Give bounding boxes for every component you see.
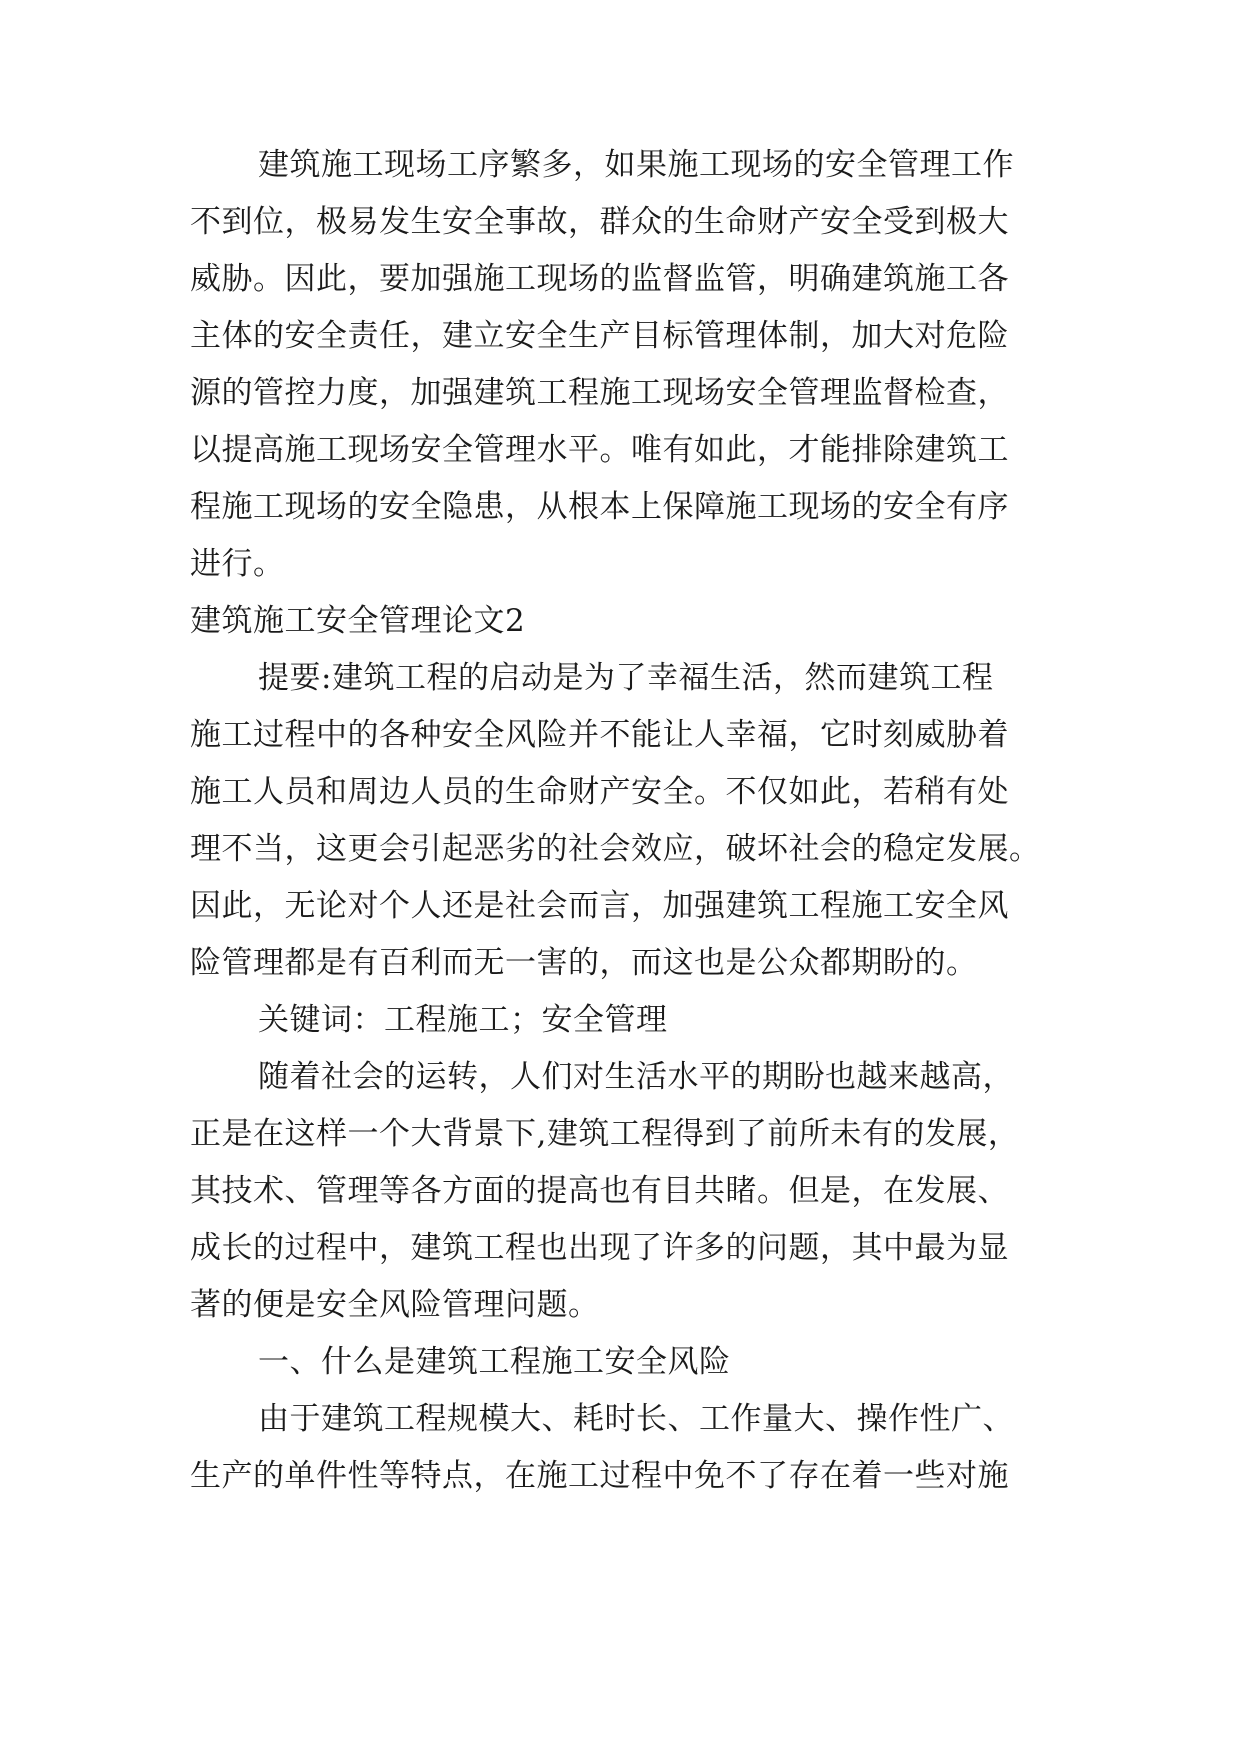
keywords-line: 关键词：工程施工；安全管理 — [258, 1002, 668, 1038]
text-line: 由于建筑工程规模大、耗时长、工作量大、操作性广、 — [258, 1401, 1014, 1437]
text-line: 正是在这样一个大背景下,建筑工程得到了前所未有的发展， — [190, 1116, 1020, 1152]
text-line: 程施工现场的安全隐患，从根本上保障施工现场的安全有序 — [190, 489, 1009, 525]
text-line: 因此，无论对个人还是社会而言，加强建筑工程施工安全风 — [190, 888, 1009, 924]
text-line: 源的管控力度，加强建筑工程施工现场安全管理监督检查， — [190, 375, 1009, 411]
text-line: 施工人员和周边人员的生命财产安全。不仅如此，若稍有处 — [190, 774, 1009, 810]
text-line: 随着社会的运转，人们对生活水平的期盼也越来越高， — [258, 1059, 1014, 1095]
text-line: 著的便是安全风险管理问题。 — [190, 1287, 600, 1323]
text-line: 险管理都是有百利而无一害的，而这也是公众都期盼的。 — [190, 945, 978, 981]
subsection-heading: 一、什么是建筑工程施工安全风险 — [258, 1344, 731, 1380]
text-line: 提要:建筑工程的启动是为了幸福生活，然而建筑工程 — [258, 660, 994, 696]
text-line: 进行。 — [190, 546, 285, 582]
text-line: 其技术、管理等各方面的提高也有目共睹。但是，在发展、 — [190, 1173, 1009, 1209]
text-line: 以提高施工现场安全管理水平。唯有如此，才能排除建筑工 — [190, 432, 1009, 468]
text-line: 建筑施工现场工序繁多，如果施工现场的安全管理工作 — [258, 147, 1014, 183]
text-line: 主体的安全责任，建立安全生产目标管理体制，加大对危险 — [190, 318, 1009, 354]
text-line: 不到位，极易发生安全事故，群众的生命财产安全受到极大 — [190, 204, 1009, 240]
text-line: 理不当，这更会引起恶劣的社会效应，破坏社会的稳定发展。 — [190, 831, 1041, 867]
text-line: 生产的单件性等特点，在施工过程中免不了存在着一些对施 — [190, 1458, 1009, 1494]
text-line: 施工过程中的各种安全风险并不能让人幸福，它时刻威胁着 — [190, 717, 1009, 753]
text-line: 成长的过程中，建筑工程也出现了许多的问题，其中最为显 — [190, 1230, 1009, 1266]
section-heading: 建筑施工安全管理论文2 — [190, 603, 526, 639]
text-line: 威胁。因此，要加强施工现场的监督监管，明确建筑施工各 — [190, 261, 1009, 297]
